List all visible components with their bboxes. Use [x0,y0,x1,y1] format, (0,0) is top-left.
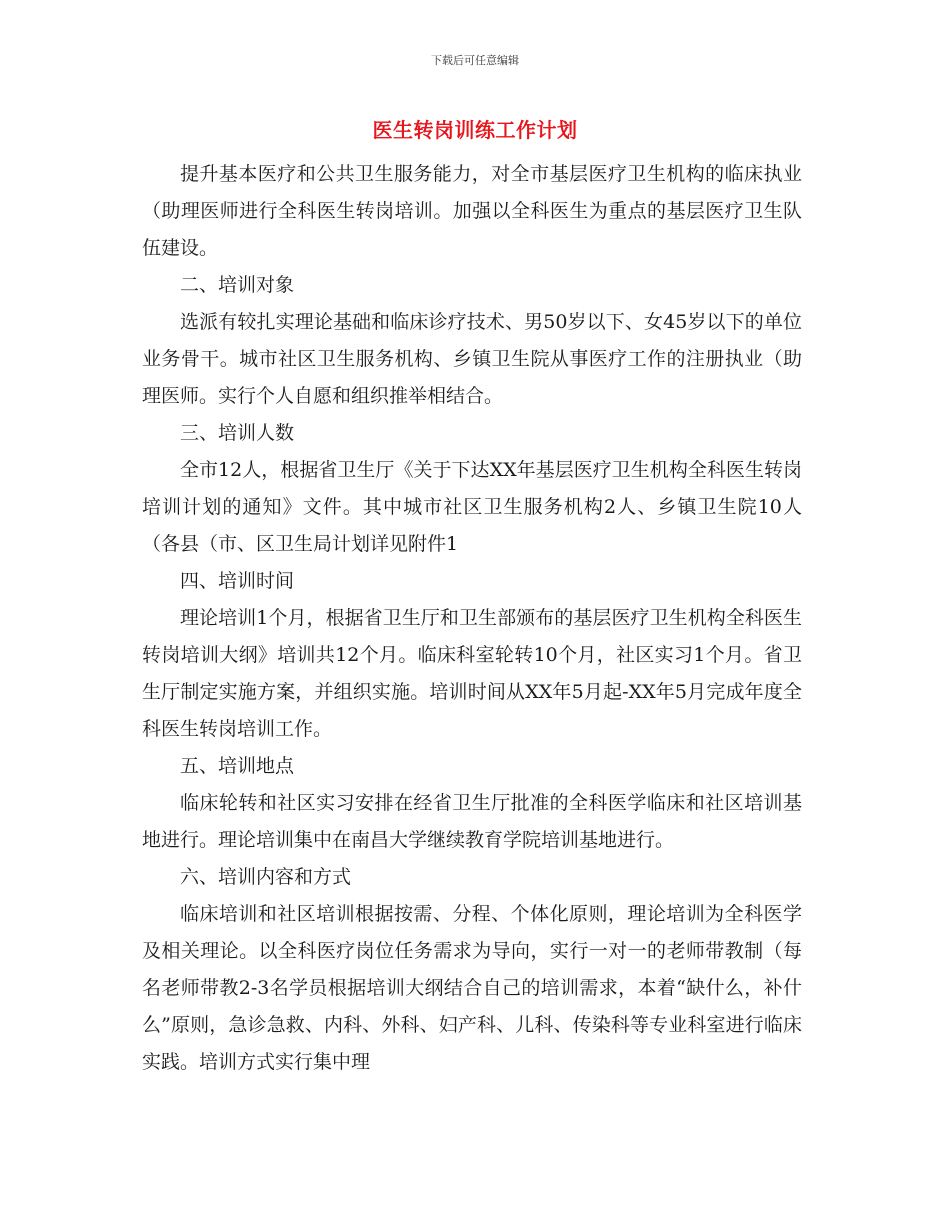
paragraph-training-location: 临床轮转和社区实习安排在经省卫生厅批准的全科医学临床和社区培训基地进行。理论培训集中在南昌大学继续教育学院培训基地进行。 [142,792,802,851]
section-heading-training-count: 三、培训人数 [180,422,295,444]
section-heading-training-time: 四、培训时间 [180,570,295,592]
section-heading-training-target: 二、培训对象 [180,274,295,296]
paragraph-training-count: 全市12人，根据省卫生厅《关于下达XX年基层医疗卫生机构全科医生转岗培训计划的通知》文件。其中城市社区卫生服务机构2人、乡镇卫生院10人（各县（市、区卫生局计划详见附件1 [142,459,802,555]
paragraph-training-content: 临床培训和社区培训根据按需、分程、个体化原则，理论培训为全科医学及相关理论。以全科医疗岗位任务需求为导向，实行一对一的老师带教制（每名老师带教2-3名学员根据培训大纲结合自己的培训需求，本着“缺什么，补什么”原则，急诊急救、内科、外科、妇产科、儿科、传染科等专业科室进行临床实践。培训方式实行集中理 [142,903,802,1073]
page-header-note: 下载后可任意编辑 [431,54,519,67]
section-heading-training-location: 五、培训地点 [180,755,295,777]
document-body [142,156,802,1081]
paragraph-training-time: 理论培训1个月，根据省卫生厅和卫生部颁布的基层医疗卫生机构全科医生转岗培训大纲》培训共12个月。临床科室轮转10个月，社区实习1个月。省卫生厅制定实施方案，并组织实施。培训时间从XX年5月起-XX年5月完成年度全科医生转岗培训工作。 [142,607,802,740]
document-title: 医生转岗训练工作计划 [372,118,578,142]
section-heading-training-content: 六、培训内容和方式 [180,866,352,888]
paragraph-intro: 提升基本医疗和公共卫生服务能力，对全市基层医疗卫生机构的临床执业（助理医师进行全科医生转岗培训。加强以全科医生为重点的基层医疗卫生队伍建设。 [142,163,802,259]
paragraph-training-target: 选派有较扎实理论基础和临床诊疗技术、男50岁以下、女45岁以下的单位业务骨干。城市社区卫生服务机构、乡镇卫生院从事医疗工作的注册执业（助理医师。实行个人自愿和组织推举相结合。 [142,311,802,407]
